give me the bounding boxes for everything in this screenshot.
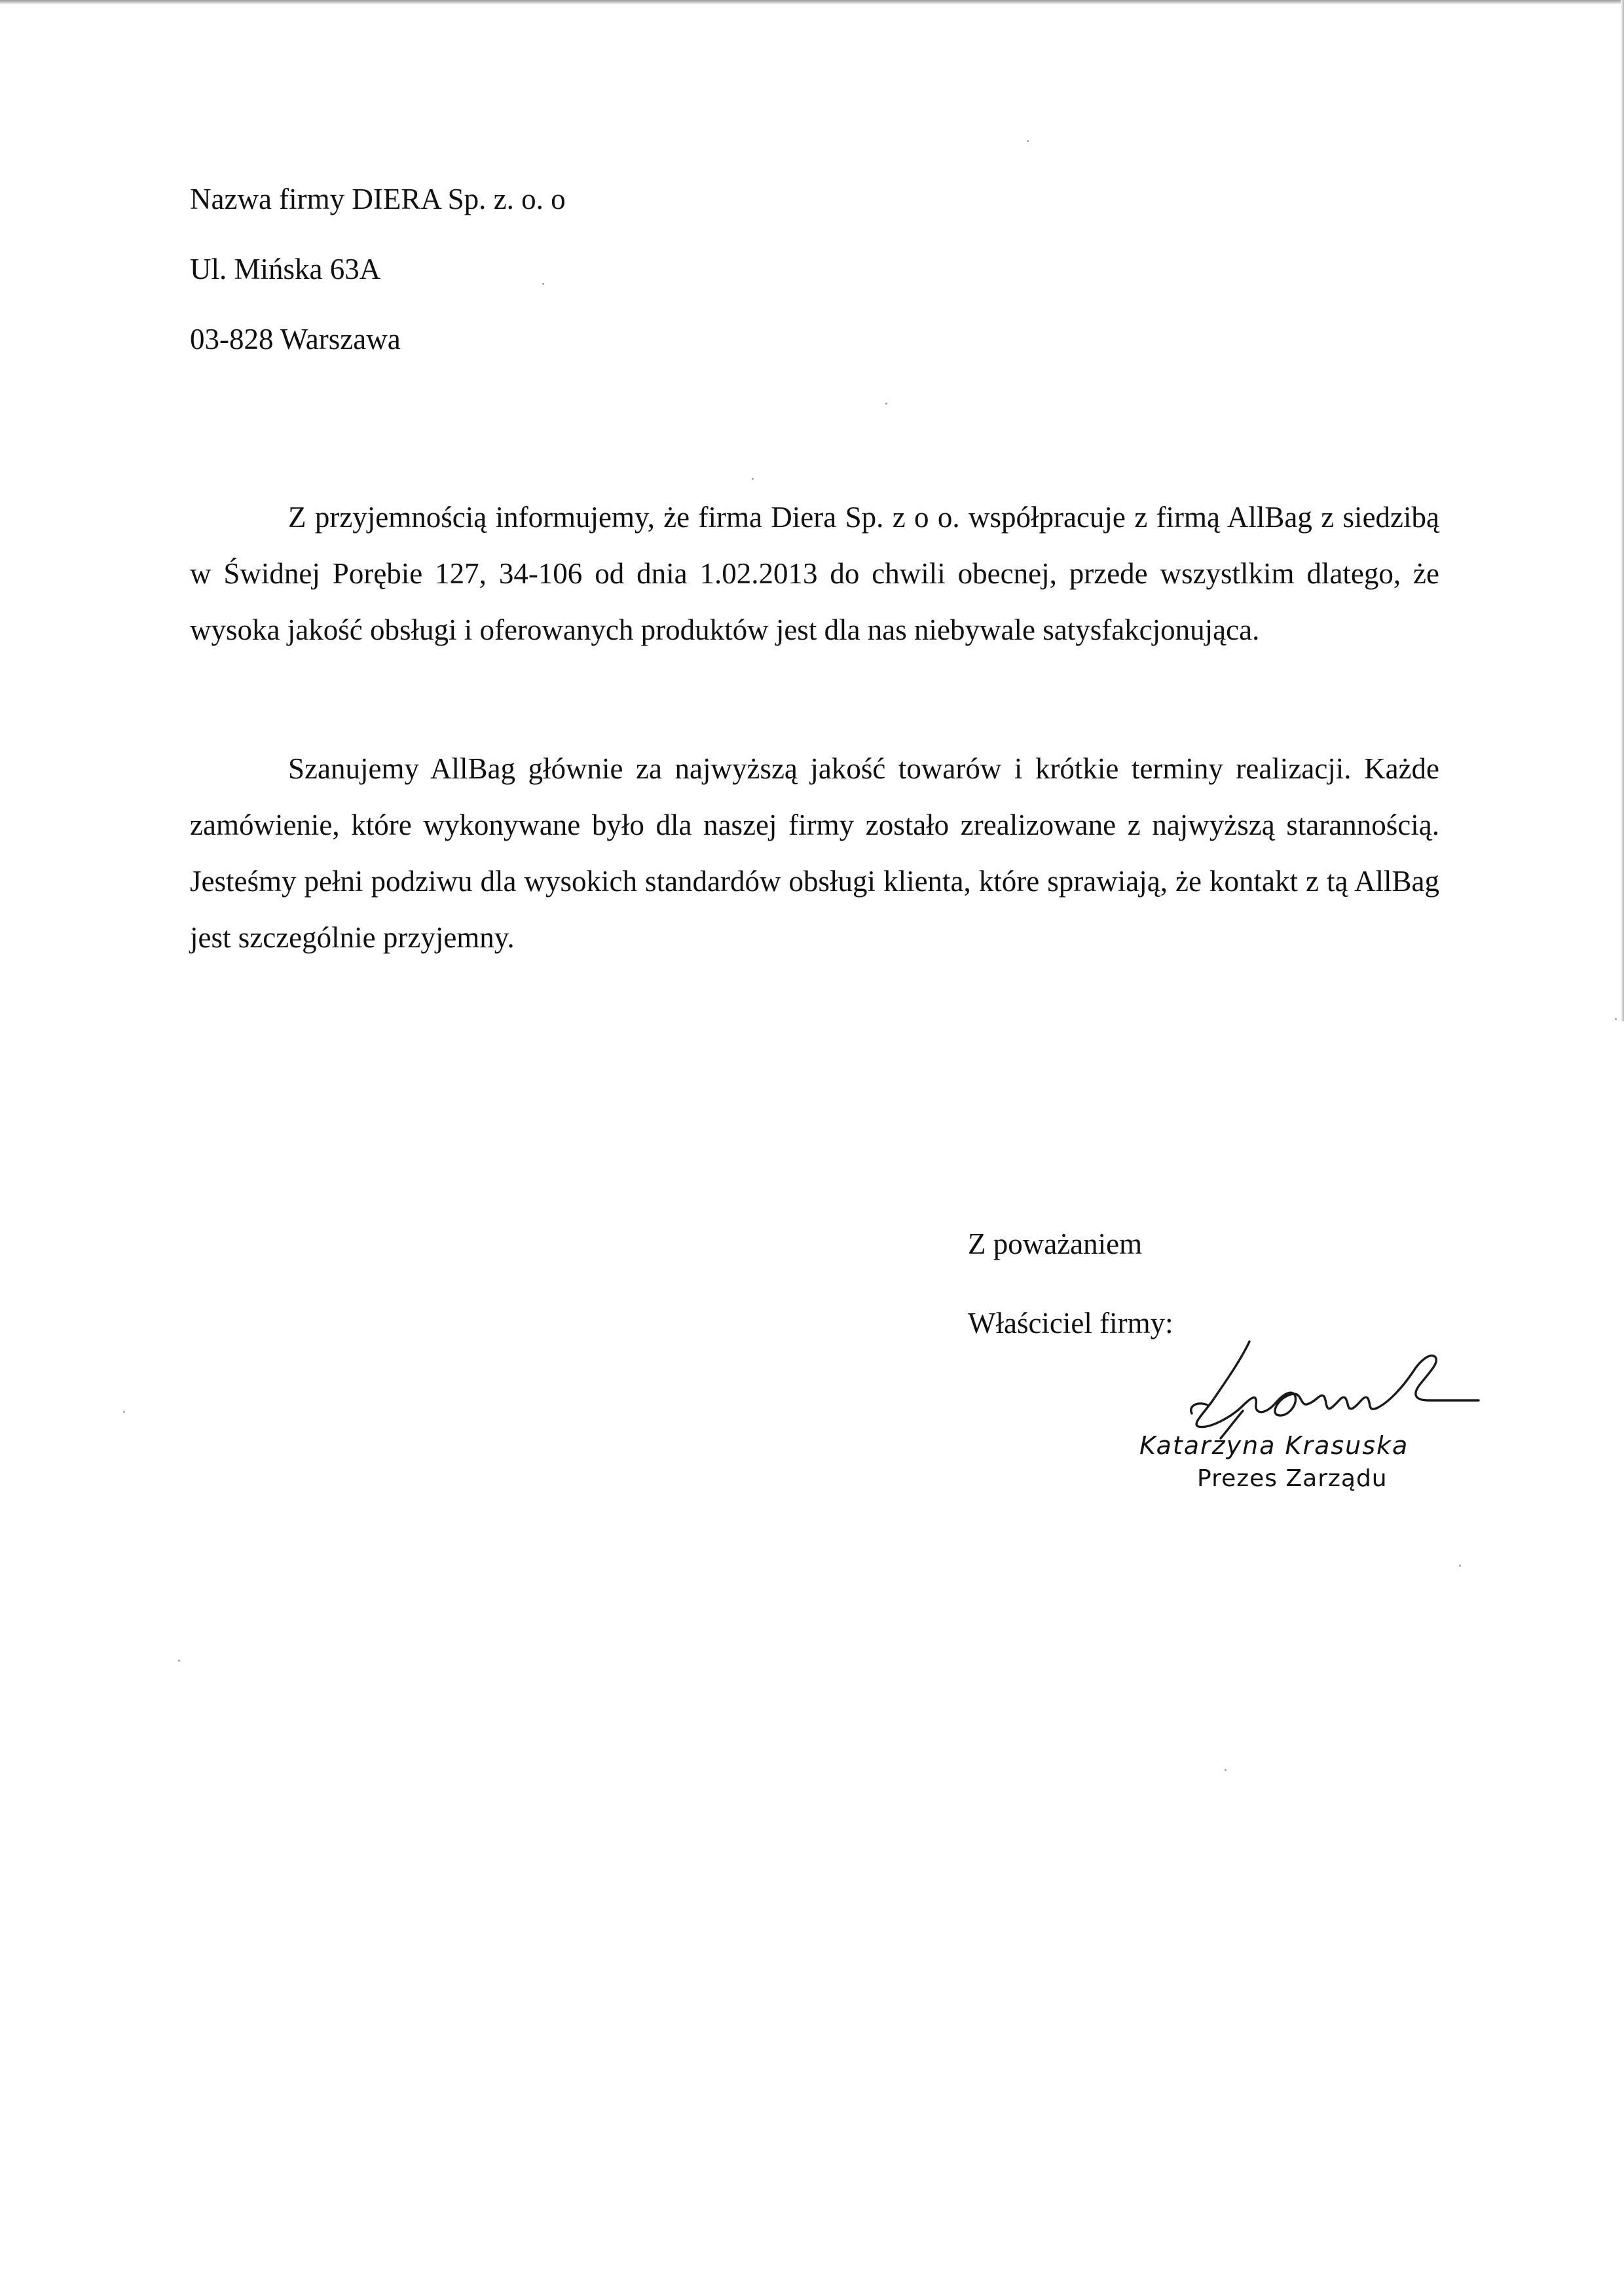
- scan-edge-top: [0, 0, 1624, 4]
- city-postal-line: 03-828 Warszawa: [190, 323, 401, 355]
- scan-speck: [1027, 140, 1029, 142]
- scan-speck: [1225, 1769, 1227, 1771]
- scan-speck: [178, 1660, 180, 1662]
- scan-speck: [123, 1411, 125, 1413]
- handwritten-signature: [1172, 1332, 1480, 1444]
- scan-speck: [885, 403, 887, 405]
- signer-name: Katarzyna Krasuska: [1139, 1431, 1409, 1460]
- paragraph-2-text: Szanujemy AllBag głównie za najwyższą jakość towarów i krótkie terminy realizacji. Każde zamówienie, które wykonywane było dla naszej firmy zostało zrealizowane z najwyższą starannością. Jesteśmy pełni podziwu dla wysokich standardów obsługi klienta, które sprawiają, że kontakt z tą AllBag jest szczególnie przyjemny.: [190, 752, 1439, 954]
- letter-paragraph-1: [190, 489, 1439, 658]
- closing-block: [968, 1230, 1173, 1388]
- street-address-line: Ul. Mińska 63A: [190, 253, 381, 285]
- company-name-line: Nazwa firmy DIERA Sp. z. o. o: [190, 183, 566, 215]
- paragraph-1-text: Z przyjemnością informujemy, że firma Diera Sp. z o o. współpracuje z firmą AllBag z siedzibą w Świdnej Porębie 127, 34-106 od dnia 1.02.2013 do chwili obecnej, przede wszystlkim dlatego, że wysoka jakość obsługi i oferowanych produktów jest dla nas niebywale satysfakcjonująca.: [190, 501, 1439, 646]
- owner-label: Właściciel firmy:: [968, 1307, 1173, 1339]
- sender-address: [190, 185, 566, 395]
- letter-paragraph-2: [190, 740, 1439, 966]
- scan-edge-right: [1621, 0, 1624, 1021]
- scan-speck: [752, 478, 754, 480]
- scan-speck: [1459, 1565, 1461, 1567]
- salutation: Z poważaniem: [968, 1228, 1143, 1260]
- scan-speck: [1615, 1018, 1617, 1020]
- signer-title: Prezes Zarządu: [1197, 1465, 1388, 1492]
